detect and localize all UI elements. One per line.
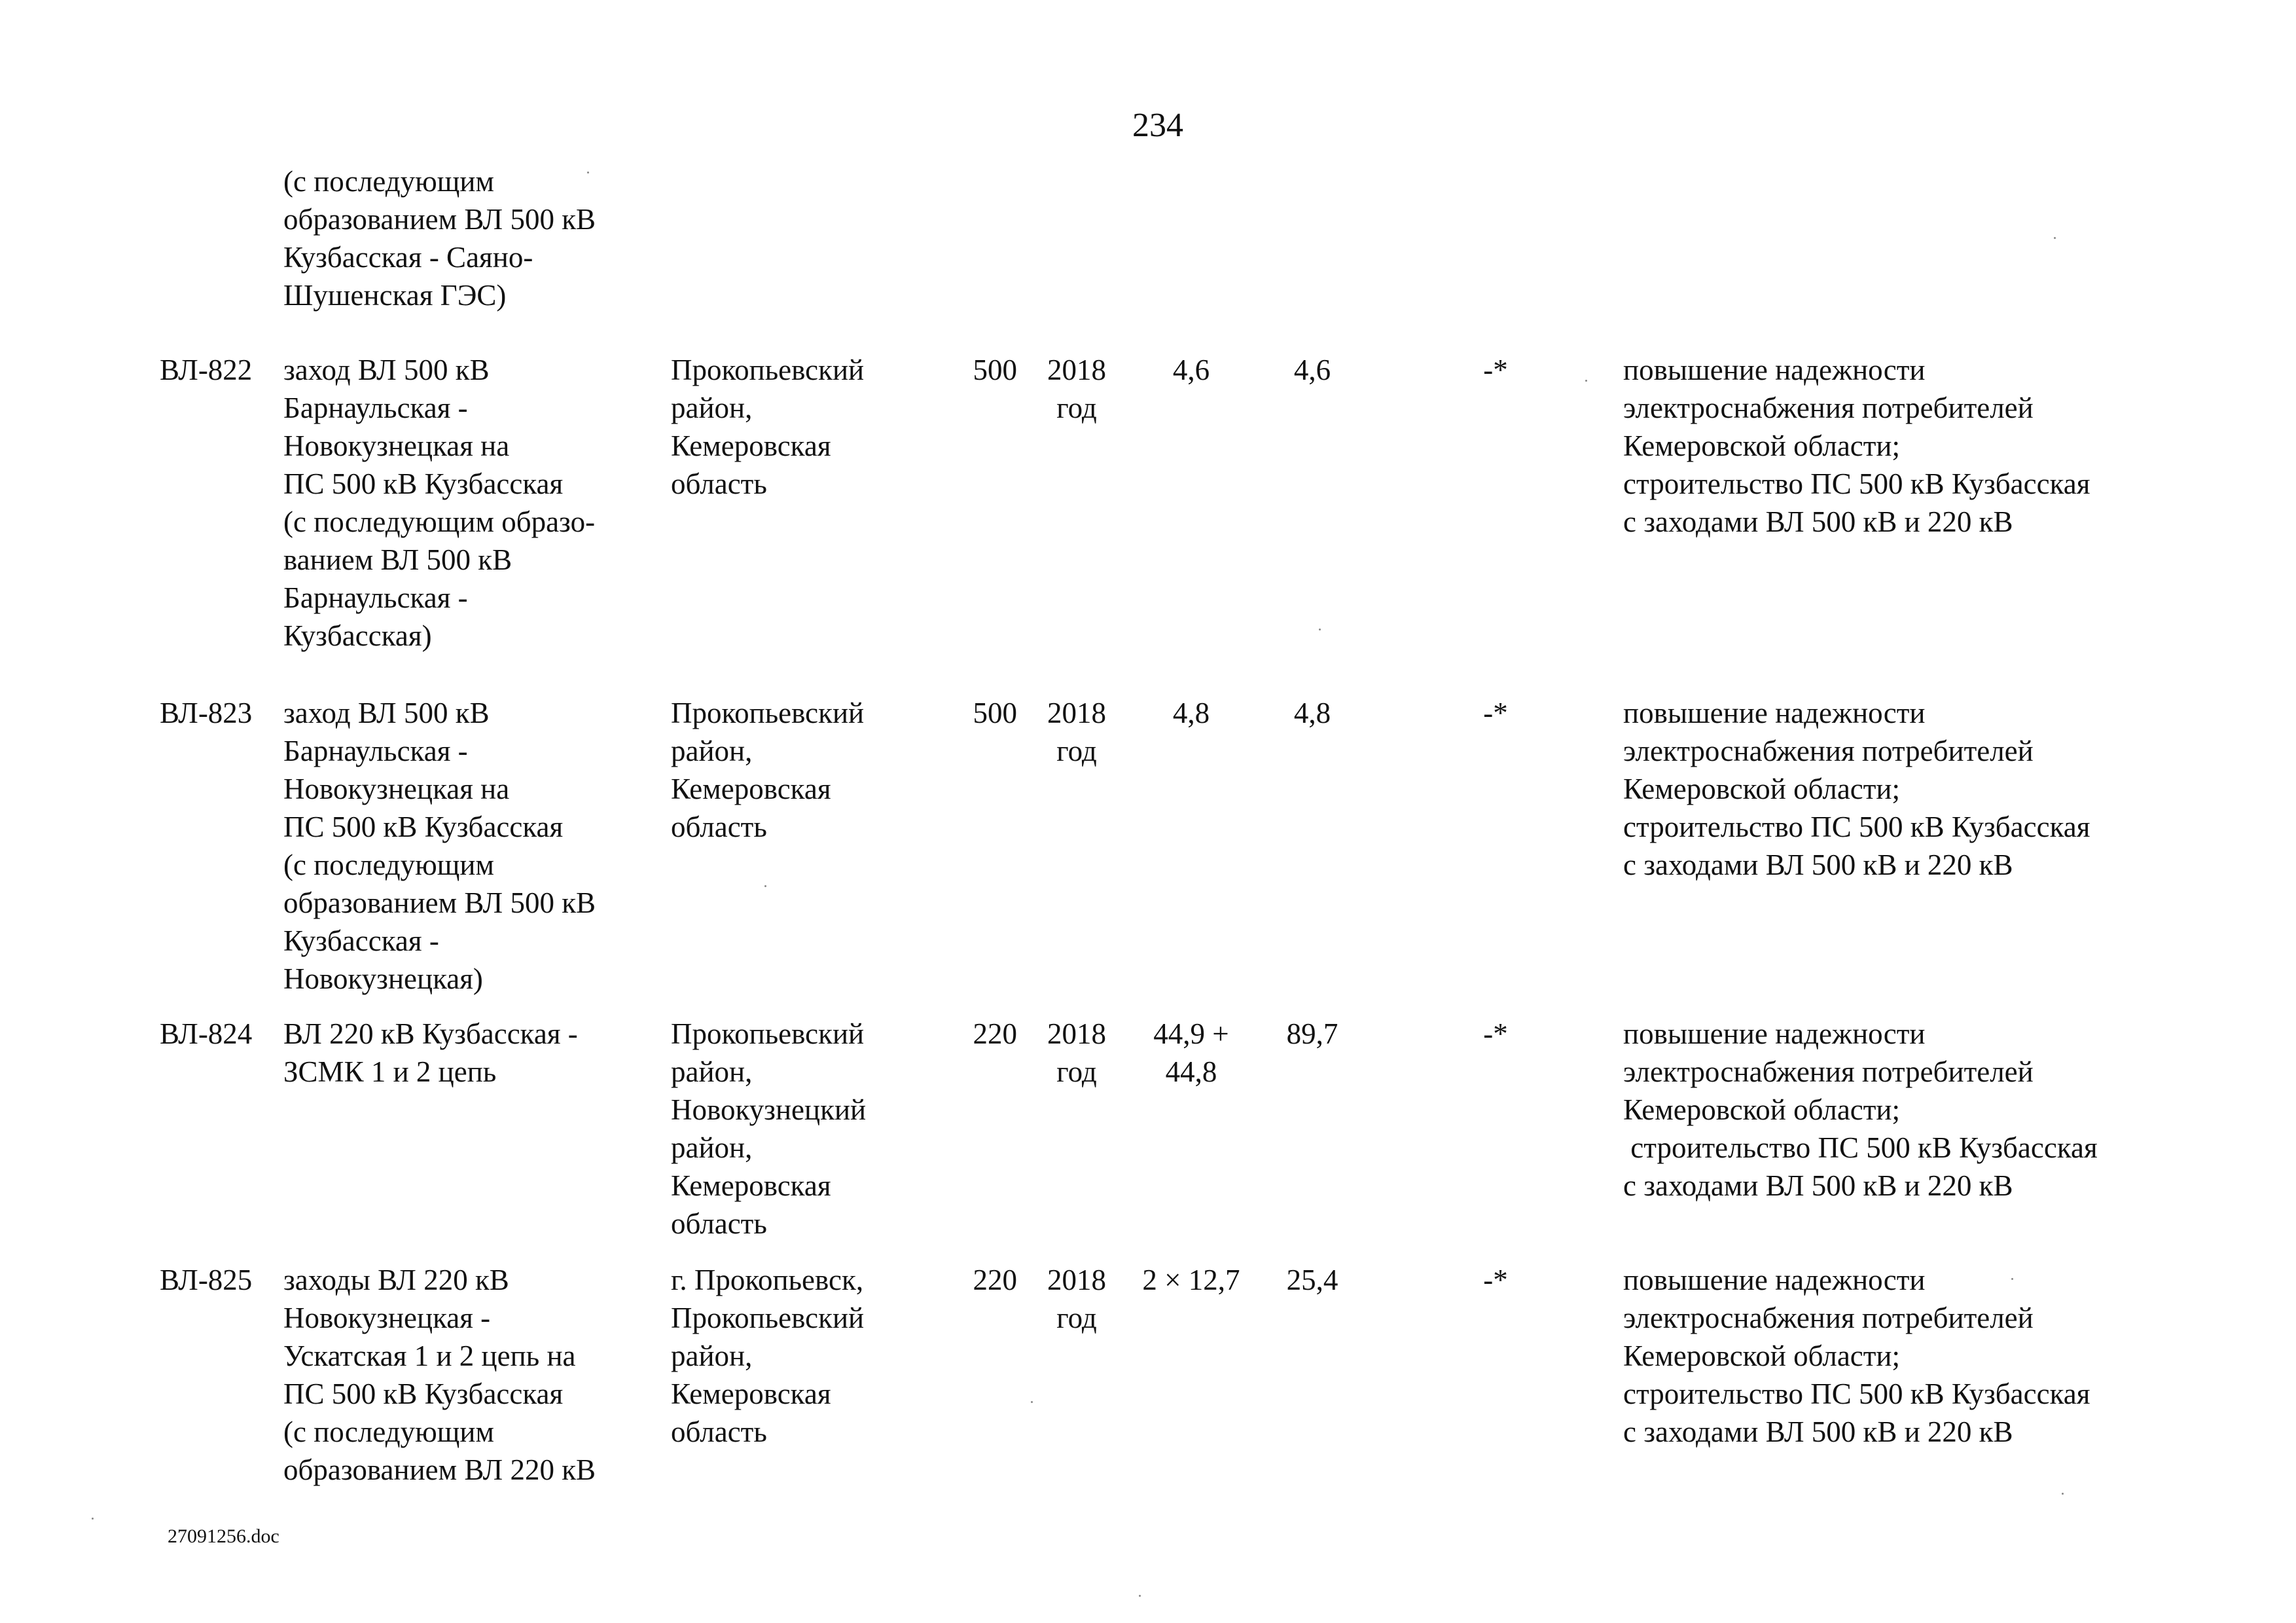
scan-speck [764,885,766,887]
row-purpose: повышение надежности электроснабжения потребителей Кемеровской области; строительство ПС 500 кВ Кузбасская с заходами ВЛ 500 кВ и 220 кВ [1623,697,2090,881]
row-name: заход ВЛ 500 кВ Барнаульская - Новокузнецкая на ПС 500 кВ Кузбасская (с последующим образованием ВЛ 500 кВ Кузбасская - Новокузнецкая) [283,697,596,995]
row-name: заход ВЛ 500 кВ Барнаульская - Новокузнецкая на ПС 500 кВ Кузбасская (с последующим образо- ванием ВЛ 500 кВ Барнаульская - Кузбасская) [283,354,596,652]
row-mark: -* [1483,1017,1508,1050]
scan-speck [1031,1401,1033,1403]
scan-speck [1585,380,1587,382]
continuation-name: (с последующим образованием ВЛ 500 кВ Кузбасская - Саяно- Шушенская ГЭС) [283,165,596,312]
scan-speck [1139,1595,1141,1597]
row-year: 2018 год [1047,354,1106,424]
row-total-length: 4,6 [1293,354,1331,386]
row-voltage: 500 [973,354,1017,386]
row-voltage: 220 [973,1017,1017,1050]
row-voltage: 500 [973,697,1017,729]
row-mark: -* [1483,697,1508,729]
row-location: Прокопьевский район, Новокузнецкий район, Кемеровская область [671,1017,867,1240]
row-year: 2018 год [1047,1264,1106,1334]
row-total-length: 89,7 [1286,1017,1338,1050]
row-purpose: повышение надежности электроснабжения потребителей Кемеровской области; строительство ПС 500 кВ Кузбасская с заходами ВЛ 500 кВ и 220 кВ [1623,1017,2098,1202]
row-length: 44,9 + 44,8 [1153,1017,1229,1088]
row-id: ВЛ-823 [160,697,253,729]
row-purpose: повышение надежности электроснабжения потребителей Кемеровской области; строительство ПС 500 кВ Кузбасская с заходами ВЛ 500 кВ и 220 кВ [1623,354,2090,538]
scan-speck [1319,629,1321,630]
row-year: 2018 год [1047,1017,1106,1088]
row-total-length: 25,4 [1286,1264,1338,1296]
row-location: Прокопьевский район, Кемеровская область [671,697,865,843]
scan-speck [587,172,589,173]
row-voltage: 220 [973,1264,1017,1296]
row-id: ВЛ-822 [160,354,253,386]
page-number: 234 [1132,107,1183,144]
row-mark: -* [1483,354,1508,386]
row-name: ВЛ 220 кВ Кузбасская - ЗСМК 1 и 2 цепь [283,1017,578,1088]
row-year: 2018 год [1047,697,1106,767]
row-total-length: 4,8 [1293,697,1331,729]
row-name: заходы ВЛ 220 кВ Новокузнецкая - Ускатская 1 и 2 цепь на ПС 500 кВ Кузбасская (с последующим образованием ВЛ 220 кВ [283,1264,596,1486]
row-id: ВЛ-825 [160,1264,253,1296]
row-mark: -* [1483,1264,1508,1296]
footer-filename: 27091256.doc [168,1525,279,1547]
row-location: Прокопьевский район, Кемеровская область [671,354,865,500]
scan-speck [2054,237,2056,239]
row-length: 2 × 12,7 [1142,1264,1240,1296]
row-purpose: повышение надежности электроснабжения потребителей Кемеровской области; строительство ПС 500 кВ Кузбасская с заходами ВЛ 500 кВ и 220 кВ [1623,1264,2090,1448]
row-location: г. Прокопьевск, Прокопьевский район, Кемеровская область [671,1264,865,1448]
row-length: 4,8 [1172,697,1210,729]
scan-speck [92,1518,94,1520]
row-id: ВЛ-824 [160,1017,253,1050]
scan-speck [2011,1278,2013,1280]
scan-speck [2062,1493,2064,1495]
row-length: 4,6 [1172,354,1210,386]
